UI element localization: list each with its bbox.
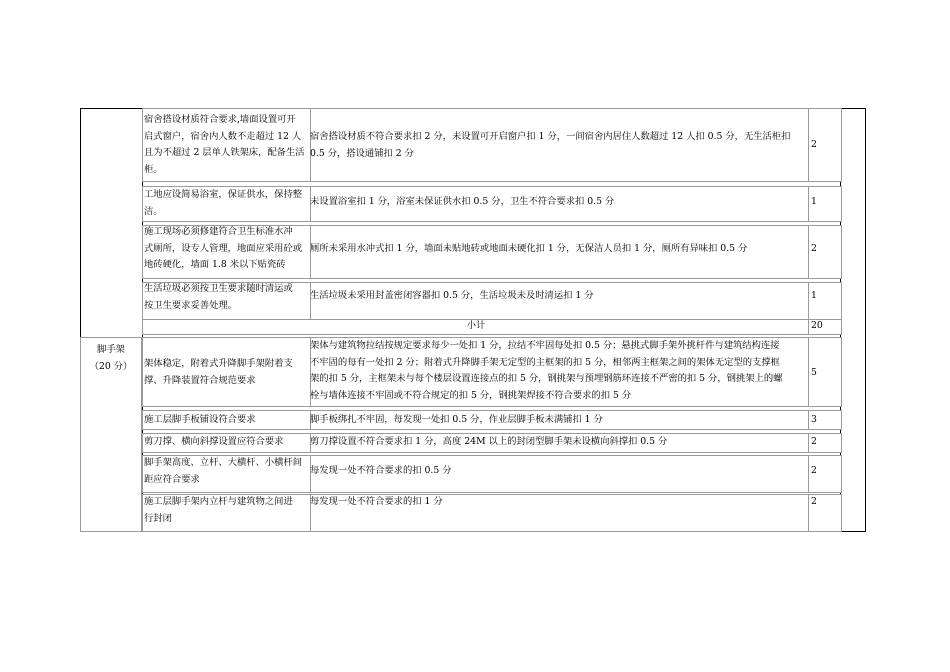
score-value: 2 [811, 243, 817, 254]
category-label: 脚手架 （20 分） [89, 344, 133, 372]
criteria-text: 每发现一处不符合要求的扣 0.5 分 [310, 465, 452, 476]
score-value: 2 [811, 496, 817, 507]
criteria-text: 剪刀撑设置不符合要求扣 1 分，高度 24M 以上的封闭型脚手架未设横向斜撑扣 0.5 分 [310, 436, 668, 447]
score-value: 2 [811, 465, 817, 476]
criteria-text: 每发现一处不符合要求的扣 1 分 [310, 496, 443, 507]
subtotal-label: 小计 [466, 320, 486, 331]
item-text: 脚手架高度、立杆、大横杆、小横杆间 距应符合要求 [144, 457, 303, 485]
score-value: 5 [811, 367, 817, 378]
score-value: 2 [811, 436, 817, 447]
item-text: 施工现场必须修建符合卫生标准水冲 式厕所，设专人管理，地面应采用砼或 地砖硬化，墙面 1.8 米以下贴瓷砖 [144, 226, 303, 271]
criteria-text: 脚手板绑扎不牢固，每发现一处扣 0.5 分，作业层脚手板未满铺扣 1 分 [310, 414, 603, 425]
inspection-table [80, 108, 866, 532]
criteria-text: 架体与建筑物拉结按规定要求每少一处扣 1 分，拉结不牢固每处扣 0.5 分；悬挑式脚手架外挑杆件与建筑结构连接 不牢固的每有一处扣 2 分；附着式升降脚手架无定型的主框架的扣 5 分，相邻两主框架之间的架体无定型的支撑框 架的扣 5 分，主框架未与每个楼层设置连接点的扣 5 分，钢挑架与预埋钢筋环连接不严密的扣 5 分，钢挑架上的螺 栓与墙体连接不牢固或不符合规定的扣 5 分，钢挑架焊接不符合要求的扣 5 分 [310, 340, 783, 401]
criteria-text: 宿舍搭设材质不符合要求扣 2 分，未设置可开启窗户扣 1 分，一间宿舍内居住人数超过 12 人扣 0.5 分，无生活柜扣 0.5 分，搭设通铺扣 2 分 [310, 131, 791, 159]
score-value: 2 [811, 139, 817, 150]
item-text: 生活垃圾必须按卫生要求随时清运或 按卫生要求妥善处理。 [144, 283, 293, 311]
item-text: 架体稳定，附着式升降脚手架附着支 撑、升降装置符合规范要求 [144, 358, 293, 386]
subtotal-score: 20 [811, 320, 823, 331]
score-value: 3 [811, 414, 817, 425]
item-text: 剪刀撑、横向斜撑设置应符合要求 [144, 436, 284, 447]
criteria-text: 厕所未采用水冲式扣 1 分，墙面未贴地砖或地面未硬化扣 1 分，无保洁人员扣 1 分，厕所有异味扣 0.5 分 [310, 243, 748, 254]
score-value: 1 [811, 196, 817, 207]
item-text: 宿舍搭设材质符合要求,墙面设置可开 启式窗户，宿舍内人数不走超过 12 人 且为不超过 2 层单人铁架床，配备生活 柜。 [144, 114, 305, 175]
criteria-text: 未设置浴室扣 1 分，浴室未保证供水扣 0.5 分，卫生不符合要求扣 0.5 分 [310, 196, 615, 207]
score-value: 1 [811, 290, 817, 301]
item-text: 施工层脚手架内立杆与建筑物之间进 行封闭 [144, 496, 293, 524]
item-text: 工地应设简易浴室，保证供水，保持整 洁。 [144, 189, 303, 217]
criteria-text: 生活垃圾未采用封盖密闭容器扣 0.5 分，生活垃圾未及时清运扣 1 分 [310, 290, 594, 301]
item-text: 施工层脚手板铺设符合要求 [144, 414, 256, 425]
